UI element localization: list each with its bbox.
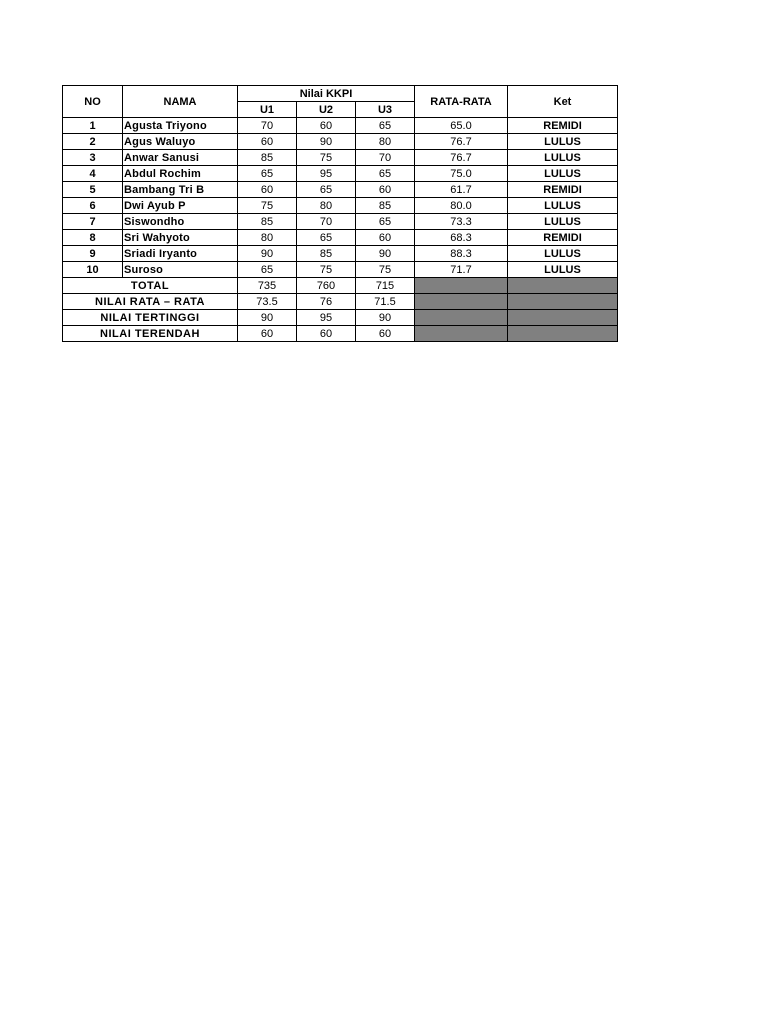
cell-u1[interactable]: 60 <box>238 182 297 198</box>
cell-ket[interactable]: REMIDI <box>508 118 618 134</box>
summary-row <box>63 294 618 310</box>
cell-nama[interactable]: Abdul Rochim <box>123 166 238 182</box>
cell-u2[interactable]: 90 <box>297 134 356 150</box>
cell-u3[interactable]: 70 <box>356 150 415 166</box>
cell-u1[interactable]: 80 <box>238 230 297 246</box>
cell-u1[interactable]: 70 <box>238 118 297 134</box>
summary-rata-rata-shaded[interactable] <box>415 294 508 310</box>
summary-u1[interactable]: 60 <box>238 326 297 342</box>
summary-u3[interactable]: 90 <box>356 310 415 326</box>
summary-u2[interactable]: 76 <box>297 294 356 310</box>
cell-no[interactable]: 10 <box>63 262 123 278</box>
summary-ket-shaded[interactable] <box>508 294 618 310</box>
cell-u1[interactable]: 60 <box>238 134 297 150</box>
table-row <box>63 150 618 166</box>
cell-no[interactable]: 4 <box>63 166 123 182</box>
header-nama[interactable]: NAMA <box>123 86 238 118</box>
cell-ket[interactable]: REMIDI <box>508 182 618 198</box>
summary-rata-rata-shaded[interactable] <box>415 310 508 326</box>
cell-rata-rata[interactable]: 68.3 <box>415 230 508 246</box>
cell-nama[interactable]: Siswondho <box>123 214 238 230</box>
cell-u2[interactable]: 80 <box>297 198 356 214</box>
cell-no[interactable]: 9 <box>63 246 123 262</box>
cell-nama[interactable]: Bambang Tri B <box>123 182 238 198</box>
table-row <box>63 182 618 198</box>
cell-ket[interactable]: LULUS <box>508 134 618 150</box>
summary-row <box>63 310 618 326</box>
header-rata-rata[interactable]: RATA-RATA <box>415 86 508 118</box>
cell-ket[interactable]: REMIDI <box>508 230 618 246</box>
cell-ket[interactable]: LULUS <box>508 166 618 182</box>
summary-ket-shaded[interactable] <box>508 326 618 342</box>
summary-u1[interactable]: 735 <box>238 278 297 294</box>
header-no[interactable]: NO <box>63 86 123 118</box>
cell-u2[interactable]: 65 <box>297 182 356 198</box>
cell-ket[interactable]: LULUS <box>508 214 618 230</box>
cell-nama[interactable]: Agusta Triyono <box>123 118 238 134</box>
header-row-1 <box>63 86 618 102</box>
cell-nama[interactable]: Dwi Ayub P <box>123 198 238 214</box>
cell-u1[interactable]: 65 <box>238 262 297 278</box>
cell-rata-rata[interactable]: 71.7 <box>415 262 508 278</box>
summary-label[interactable]: TOTAL <box>63 278 238 294</box>
cell-u3[interactable]: 65 <box>356 166 415 182</box>
cell-u3[interactable]: 60 <box>356 182 415 198</box>
table-row <box>63 230 618 246</box>
cell-u2[interactable]: 95 <box>297 166 356 182</box>
summary-row <box>63 278 618 294</box>
cell-rata-rata[interactable]: 88.3 <box>415 246 508 262</box>
table-row <box>63 118 618 134</box>
table-row <box>63 262 618 278</box>
cell-u1[interactable]: 65 <box>238 166 297 182</box>
cell-rata-rata[interactable]: 76.7 <box>415 134 508 150</box>
cell-no[interactable]: 7 <box>63 214 123 230</box>
header-u3[interactable]: U3 <box>356 102 415 118</box>
cell-no[interactable]: 8 <box>63 230 123 246</box>
cell-rata-rata[interactable]: 76.7 <box>415 150 508 166</box>
cell-no[interactable]: 3 <box>63 150 123 166</box>
summary-u2[interactable]: 95 <box>297 310 356 326</box>
cell-rata-rata[interactable]: 73.3 <box>415 214 508 230</box>
cell-ket[interactable]: LULUS <box>508 198 618 214</box>
cell-u2[interactable]: 85 <box>297 246 356 262</box>
cell-u2[interactable]: 60 <box>297 118 356 134</box>
cell-rata-rata[interactable]: 75.0 <box>415 166 508 182</box>
summary-row <box>63 326 618 342</box>
table-row <box>63 166 618 182</box>
cell-ket[interactable]: LULUS <box>508 262 618 278</box>
summary-rata-rata-shaded[interactable] <box>415 278 508 294</box>
cell-nama[interactable]: Sriadi Iryanto <box>123 246 238 262</box>
summary-u2[interactable]: 60 <box>297 326 356 342</box>
cell-u2[interactable]: 70 <box>297 214 356 230</box>
cell-no[interactable]: 5 <box>63 182 123 198</box>
cell-u2[interactable]: 65 <box>297 230 356 246</box>
summary-u2[interactable]: 760 <box>297 278 356 294</box>
cell-u3[interactable]: 65 <box>356 214 415 230</box>
cell-nama[interactable]: Sri Wahyoto <box>123 230 238 246</box>
header-ket[interactable]: Ket <box>508 86 618 118</box>
summary-ket-shaded[interactable] <box>508 310 618 326</box>
cell-no[interactable]: 2 <box>63 134 123 150</box>
summary-label[interactable]: NILAI TERENDAH <box>63 326 238 342</box>
cell-u3[interactable]: 90 <box>356 246 415 262</box>
cell-nama[interactable]: Anwar Sanusi <box>123 150 238 166</box>
table-row <box>63 214 618 230</box>
cell-u3[interactable]: 60 <box>356 230 415 246</box>
summary-u1[interactable]: 90 <box>238 310 297 326</box>
summary-label[interactable]: NILAI TERTINGGI <box>63 310 238 326</box>
header-nilai-kkpi[interactable]: Nilai KKPI <box>238 86 415 102</box>
cell-u3[interactable]: 80 <box>356 134 415 150</box>
table-row <box>63 134 618 150</box>
cell-u1[interactable]: 85 <box>238 214 297 230</box>
header-u1[interactable]: U1 <box>238 102 297 118</box>
summary-u1[interactable]: 73.5 <box>238 294 297 310</box>
cell-ket[interactable]: LULUS <box>508 246 618 262</box>
cell-ket[interactable]: LULUS <box>508 150 618 166</box>
summary-u3[interactable]: 71.5 <box>356 294 415 310</box>
table-row <box>63 198 618 214</box>
cell-nama[interactable]: Suroso <box>123 262 238 278</box>
summary-u3[interactable]: 715 <box>356 278 415 294</box>
cell-rata-rata[interactable]: 61.7 <box>415 182 508 198</box>
cell-u1[interactable]: 90 <box>238 246 297 262</box>
summary-ket-shaded[interactable] <box>508 278 618 294</box>
cell-u3[interactable]: 85 <box>356 198 415 214</box>
cell-nama[interactable]: Agus Waluyo <box>123 134 238 150</box>
cell-u3[interactable]: 65 <box>356 118 415 134</box>
summary-rata-rata-shaded[interactable] <box>415 326 508 342</box>
grade-table <box>62 85 618 342</box>
cell-no[interactable]: 1 <box>63 118 123 134</box>
table-row <box>63 246 618 262</box>
cell-u2[interactable]: 75 <box>297 262 356 278</box>
summary-label[interactable]: NILAI RATA – RATA <box>63 294 238 310</box>
cell-u3[interactable]: 75 <box>356 262 415 278</box>
cell-rata-rata[interactable]: 65.0 <box>415 118 508 134</box>
header-u2[interactable]: U2 <box>297 102 356 118</box>
cell-u2[interactable]: 75 <box>297 150 356 166</box>
cell-no[interactable]: 6 <box>63 198 123 214</box>
summary-u3[interactable]: 60 <box>356 326 415 342</box>
cell-rata-rata[interactable]: 80.0 <box>415 198 508 214</box>
cell-u1[interactable]: 75 <box>238 198 297 214</box>
cell-u1[interactable]: 85 <box>238 150 297 166</box>
